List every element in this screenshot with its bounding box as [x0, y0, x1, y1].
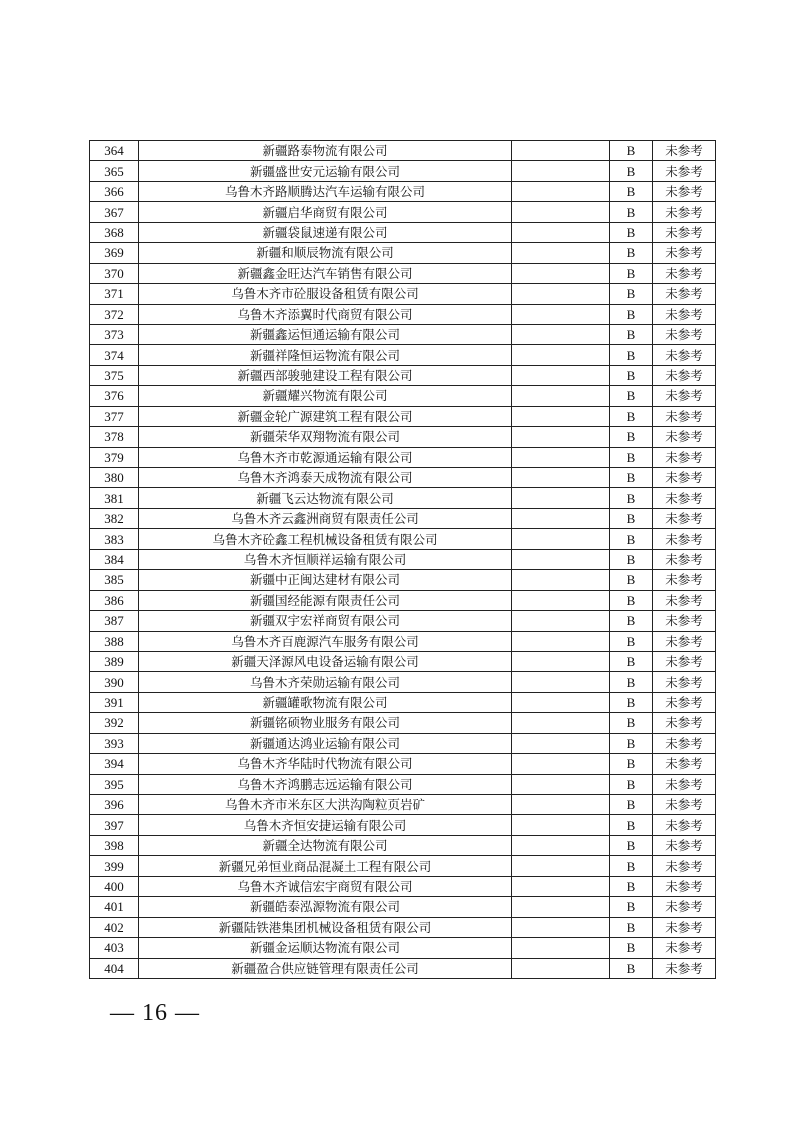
grade-cell: B	[610, 365, 653, 385]
remark-cell: 未参考	[653, 631, 716, 651]
row-number-cell: 384	[90, 549, 139, 569]
remark-cell: 未参考	[653, 222, 716, 242]
remark-cell: 未参考	[653, 754, 716, 774]
company-name-cell: 新疆和顺辰物流有限公司	[139, 243, 512, 263]
blank-cell	[512, 876, 610, 896]
table-row	[90, 733, 716, 753]
company-name-cell: 新疆国经能源有限责任公司	[139, 590, 512, 610]
table-row	[90, 713, 716, 733]
company-name-cell: 新疆金轮广源建筑工程有限公司	[139, 406, 512, 426]
remark-cell: 未参考	[653, 181, 716, 201]
grade-cell: B	[610, 774, 653, 794]
table-row	[90, 938, 716, 958]
company-name-cell: 新疆荣华双翔物流有限公司	[139, 427, 512, 447]
row-number-cell: 398	[90, 835, 139, 855]
row-number-cell: 389	[90, 651, 139, 671]
blank-cell	[512, 733, 610, 753]
grade-cell: B	[610, 324, 653, 344]
remark-cell: 未参考	[653, 570, 716, 590]
blank-cell	[512, 611, 610, 631]
blank-cell	[512, 815, 610, 835]
row-number-cell: 365	[90, 161, 139, 181]
grade-cell: B	[610, 692, 653, 712]
blank-cell	[512, 406, 610, 426]
row-number-cell: 401	[90, 897, 139, 917]
company-name-cell: 新疆路泰物流有限公司	[139, 141, 512, 161]
table-row	[90, 897, 716, 917]
grade-cell: B	[610, 672, 653, 692]
row-number-cell: 400	[90, 876, 139, 896]
grade-cell: B	[610, 631, 653, 651]
grade-cell: B	[610, 202, 653, 222]
blank-cell	[512, 284, 610, 304]
row-number-cell: 380	[90, 468, 139, 488]
grade-cell: B	[610, 263, 653, 283]
remark-cell: 未参考	[653, 876, 716, 896]
grade-cell: B	[610, 835, 653, 855]
company-name-cell: 新疆祥隆恒运物流有限公司	[139, 345, 512, 365]
row-number-cell: 397	[90, 815, 139, 835]
table-row	[90, 181, 716, 201]
remark-cell: 未参考	[653, 141, 716, 161]
table-row	[90, 876, 716, 896]
blank-cell	[512, 345, 610, 365]
table-body	[90, 141, 716, 979]
row-number-cell: 375	[90, 365, 139, 385]
remark-cell: 未参考	[653, 304, 716, 324]
remark-cell: 未参考	[653, 917, 716, 937]
remark-cell: 未参考	[653, 692, 716, 712]
table-row	[90, 406, 716, 426]
table-row	[90, 631, 716, 651]
blank-cell	[512, 651, 610, 671]
remark-cell: 未参考	[653, 468, 716, 488]
blank-cell	[512, 141, 610, 161]
grade-cell: B	[610, 427, 653, 447]
row-number-cell: 387	[90, 611, 139, 631]
company-name-cell: 新疆飞云达物流有限公司	[139, 488, 512, 508]
blank-cell	[512, 243, 610, 263]
grade-cell: B	[610, 161, 653, 181]
remark-cell: 未参考	[653, 672, 716, 692]
grade-cell: B	[610, 386, 653, 406]
remark-cell: 未参考	[653, 549, 716, 569]
blank-cell	[512, 917, 610, 937]
row-number-cell: 370	[90, 263, 139, 283]
company-name-cell: 新疆全达物流有限公司	[139, 835, 512, 855]
table-row	[90, 795, 716, 815]
blank-cell	[512, 324, 610, 344]
remark-cell: 未参考	[653, 835, 716, 855]
table-row	[90, 386, 716, 406]
blank-cell	[512, 672, 610, 692]
row-number-cell: 393	[90, 733, 139, 753]
remark-cell: 未参考	[653, 795, 716, 815]
blank-cell	[512, 447, 610, 467]
row-number-cell: 403	[90, 938, 139, 958]
remark-cell: 未参考	[653, 815, 716, 835]
grade-cell: B	[610, 754, 653, 774]
blank-cell	[512, 468, 610, 488]
blank-cell	[512, 938, 610, 958]
grade-cell: B	[610, 611, 653, 631]
blank-cell	[512, 529, 610, 549]
grade-cell: B	[610, 181, 653, 201]
remark-cell: 未参考	[653, 651, 716, 671]
grade-cell: B	[610, 529, 653, 549]
remark-cell: 未参考	[653, 938, 716, 958]
remark-cell: 未参考	[653, 161, 716, 181]
remark-cell: 未参考	[653, 590, 716, 610]
grade-cell: B	[610, 917, 653, 937]
table-row	[90, 856, 716, 876]
remark-cell: 未参考	[653, 733, 716, 753]
table-row	[90, 488, 716, 508]
remark-cell: 未参考	[653, 713, 716, 733]
remark-cell: 未参考	[653, 243, 716, 263]
grade-cell: B	[610, 508, 653, 528]
table-row	[90, 284, 716, 304]
blank-cell	[512, 365, 610, 385]
row-number-cell: 374	[90, 345, 139, 365]
company-name-cell: 乌鲁木齐华陆时代物流有限公司	[139, 754, 512, 774]
row-number-cell: 373	[90, 324, 139, 344]
company-name-cell: 乌鲁木齐诚信宏宇商贸有限公司	[139, 876, 512, 896]
remark-cell: 未参考	[653, 611, 716, 631]
company-name-cell: 乌鲁木齐路顺腾达汽车运输有限公司	[139, 181, 512, 201]
grade-cell: B	[610, 938, 653, 958]
grade-cell: B	[610, 222, 653, 242]
table-row	[90, 570, 716, 590]
table-row	[90, 508, 716, 528]
company-name-cell: 乌鲁木齐荣勋运输有限公司	[139, 672, 512, 692]
company-name-cell: 乌鲁木齐恒顺祥运输有限公司	[139, 549, 512, 569]
row-number-cell: 377	[90, 406, 139, 426]
blank-cell	[512, 222, 610, 242]
remark-cell: 未参考	[653, 284, 716, 304]
row-number-cell: 369	[90, 243, 139, 263]
table-row	[90, 468, 716, 488]
table-row	[90, 304, 716, 324]
row-number-cell: 376	[90, 386, 139, 406]
remark-cell: 未参考	[653, 202, 716, 222]
table-row	[90, 263, 716, 283]
table-row	[90, 202, 716, 222]
remark-cell: 未参考	[653, 488, 716, 508]
company-name-cell: 乌鲁木齐市乾源通运输有限公司	[139, 447, 512, 467]
row-number-cell: 364	[90, 141, 139, 161]
company-name-cell: 新疆耀兴物流有限公司	[139, 386, 512, 406]
blank-cell	[512, 508, 610, 528]
grade-cell: B	[610, 815, 653, 835]
table-row	[90, 141, 716, 161]
table-row	[90, 243, 716, 263]
remark-cell: 未参考	[653, 365, 716, 385]
blank-cell	[512, 570, 610, 590]
table-row	[90, 958, 716, 978]
grade-cell: B	[610, 488, 653, 508]
remark-cell: 未参考	[653, 529, 716, 549]
grade-cell: B	[610, 447, 653, 467]
blank-cell	[512, 774, 610, 794]
table-row	[90, 529, 716, 549]
table-row	[90, 549, 716, 569]
grade-cell: B	[610, 284, 653, 304]
row-number-cell: 402	[90, 917, 139, 937]
page-number: — 16 —	[110, 1000, 200, 1026]
grade-cell: B	[610, 651, 653, 671]
grade-cell: B	[610, 876, 653, 896]
company-name-cell: 新疆盛世安元运输有限公司	[139, 161, 512, 181]
company-name-cell: 乌鲁木齐鸿泰天成物流有限公司	[139, 468, 512, 488]
blank-cell	[512, 590, 610, 610]
grade-cell: B	[610, 897, 653, 917]
blank-cell	[512, 856, 610, 876]
row-number-cell: 381	[90, 488, 139, 508]
blank-cell	[512, 795, 610, 815]
row-number-cell: 390	[90, 672, 139, 692]
table-row	[90, 611, 716, 631]
company-name-cell: 新疆盈合供应链管理有限责任公司	[139, 958, 512, 978]
blank-cell	[512, 549, 610, 569]
blank-cell	[512, 304, 610, 324]
company-name-cell: 新疆中正闽达建材有限公司	[139, 570, 512, 590]
grade-cell: B	[610, 243, 653, 263]
table-row	[90, 222, 716, 242]
row-number-cell: 394	[90, 754, 139, 774]
grade-cell: B	[610, 590, 653, 610]
row-number-cell: 379	[90, 447, 139, 467]
grade-cell: B	[610, 468, 653, 488]
company-name-cell: 新疆罐歌物流有限公司	[139, 692, 512, 712]
remark-cell: 未参考	[653, 345, 716, 365]
remark-cell: 未参考	[653, 263, 716, 283]
blank-cell	[512, 181, 610, 201]
blank-cell	[512, 488, 610, 508]
blank-cell	[512, 692, 610, 712]
table-row	[90, 835, 716, 855]
company-rating-table	[89, 140, 716, 979]
grade-cell: B	[610, 958, 653, 978]
table-row	[90, 161, 716, 181]
table-row	[90, 672, 716, 692]
company-name-cell: 乌鲁木齐砼鑫工程机械设备租赁有限公司	[139, 529, 512, 549]
table-row	[90, 590, 716, 610]
company-name-cell: 新疆袋鼠速递有限公司	[139, 222, 512, 242]
company-name-cell: 新疆鑫金旺达汽车销售有限公司	[139, 263, 512, 283]
blank-cell	[512, 386, 610, 406]
blank-cell	[512, 754, 610, 774]
grade-cell: B	[610, 549, 653, 569]
company-name-cell: 乌鲁木齐添翼时代商贸有限公司	[139, 304, 512, 324]
blank-cell	[512, 897, 610, 917]
row-number-cell: 396	[90, 795, 139, 815]
row-number-cell: 399	[90, 856, 139, 876]
blank-cell	[512, 713, 610, 733]
company-name-cell: 新疆通达鸿业运输有限公司	[139, 733, 512, 753]
table-row	[90, 365, 716, 385]
row-number-cell: 395	[90, 774, 139, 794]
blank-cell	[512, 958, 610, 978]
blank-cell	[512, 161, 610, 181]
row-number-cell: 388	[90, 631, 139, 651]
table-row	[90, 815, 716, 835]
row-number-cell: 368	[90, 222, 139, 242]
row-number-cell: 378	[90, 427, 139, 447]
row-number-cell: 372	[90, 304, 139, 324]
company-name-cell: 新疆鑫运恒通运输有限公司	[139, 324, 512, 344]
remark-cell: 未参考	[653, 897, 716, 917]
company-name-cell: 乌鲁木齐市砼服设备租赁有限公司	[139, 284, 512, 304]
blank-cell	[512, 631, 610, 651]
company-name-cell: 新疆铭硕物业服务有限公司	[139, 713, 512, 733]
grade-cell: B	[610, 304, 653, 324]
row-number-cell: 383	[90, 529, 139, 549]
remark-cell: 未参考	[653, 427, 716, 447]
row-number-cell: 366	[90, 181, 139, 201]
company-name-cell: 乌鲁木齐云鑫洲商贸有限责任公司	[139, 508, 512, 528]
table-row	[90, 692, 716, 712]
company-name-cell: 新疆双宇宏祥商贸有限公司	[139, 611, 512, 631]
blank-cell	[512, 427, 610, 447]
company-name-cell: 新疆金运顺达物流有限公司	[139, 938, 512, 958]
grade-cell: B	[610, 733, 653, 753]
row-number-cell: 385	[90, 570, 139, 590]
remark-cell: 未参考	[653, 508, 716, 528]
table-row	[90, 427, 716, 447]
blank-cell	[512, 202, 610, 222]
remark-cell: 未参考	[653, 774, 716, 794]
company-name-cell: 新疆启华商贸有限公司	[139, 202, 512, 222]
table-row	[90, 774, 716, 794]
table-row	[90, 447, 716, 467]
grade-cell: B	[610, 856, 653, 876]
grade-cell: B	[610, 713, 653, 733]
row-number-cell: 391	[90, 692, 139, 712]
row-number-cell: 392	[90, 713, 139, 733]
company-name-cell: 新疆陆铁港集团机械设备租赁有限公司	[139, 917, 512, 937]
row-number-cell: 404	[90, 958, 139, 978]
grade-cell: B	[610, 406, 653, 426]
grade-cell: B	[610, 570, 653, 590]
company-name-cell: 新疆西部骏驰建设工程有限公司	[139, 365, 512, 385]
company-name-cell: 新疆皓泰泓源物流有限公司	[139, 897, 512, 917]
blank-cell	[512, 263, 610, 283]
remark-cell: 未参考	[653, 447, 716, 467]
grade-cell: B	[610, 141, 653, 161]
blank-cell	[512, 835, 610, 855]
remark-cell: 未参考	[653, 386, 716, 406]
remark-cell: 未参考	[653, 324, 716, 344]
row-number-cell: 382	[90, 508, 139, 528]
table-row	[90, 754, 716, 774]
company-name-cell: 乌鲁木齐市米东区大洪沟陶粒页岩矿	[139, 795, 512, 815]
table-row	[90, 324, 716, 344]
table-row	[90, 917, 716, 937]
grade-cell: B	[610, 795, 653, 815]
table-row	[90, 345, 716, 365]
remark-cell: 未参考	[653, 406, 716, 426]
row-number-cell: 371	[90, 284, 139, 304]
row-number-cell: 386	[90, 590, 139, 610]
company-name-cell: 乌鲁木齐百鹿源汽车服务有限公司	[139, 631, 512, 651]
row-number-cell: 367	[90, 202, 139, 222]
company-name-cell: 乌鲁木齐鸿鹏志远运输有限公司	[139, 774, 512, 794]
remark-cell: 未参考	[653, 856, 716, 876]
table-row	[90, 651, 716, 671]
remark-cell: 未参考	[653, 958, 716, 978]
company-name-cell: 乌鲁木齐恒安捷运输有限公司	[139, 815, 512, 835]
company-name-cell: 新疆天泽源风电设备运输有限公司	[139, 651, 512, 671]
grade-cell: B	[610, 345, 653, 365]
company-name-cell: 新疆兄弟恒业商品混凝土工程有限公司	[139, 856, 512, 876]
